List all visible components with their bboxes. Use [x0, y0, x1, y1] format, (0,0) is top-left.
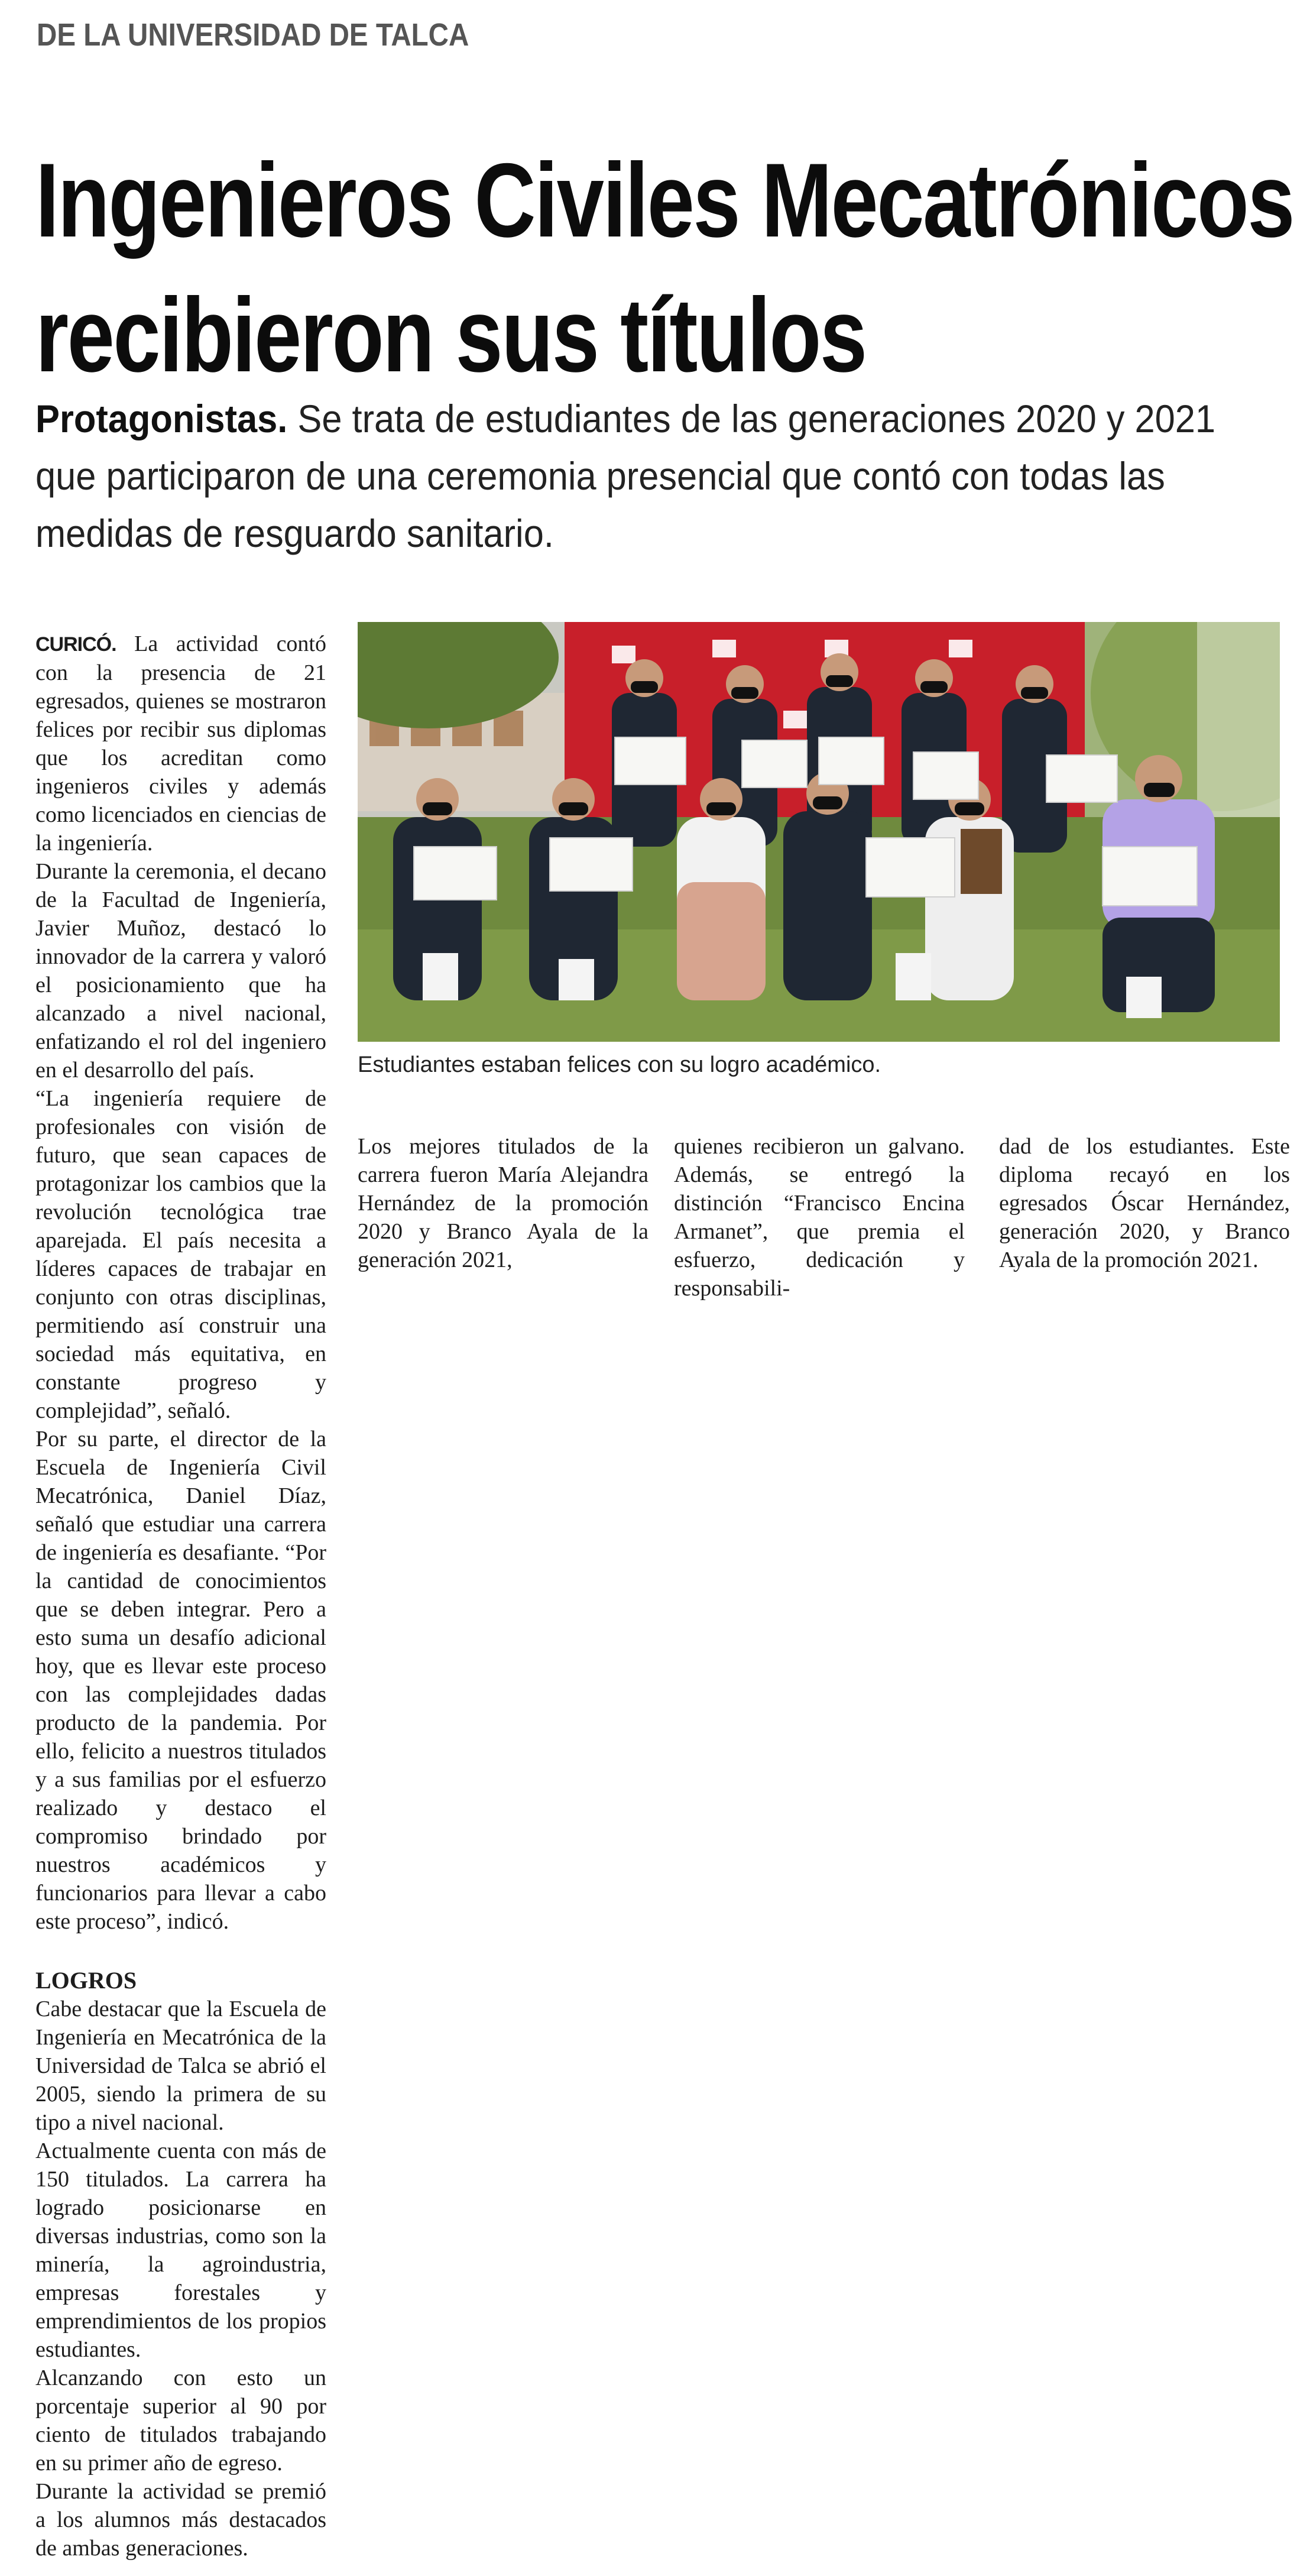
graduates-photo-illustration [358, 622, 1280, 1042]
article-column-3 [674, 1132, 965, 1302]
paragraph-7: Alcanzando con esto un porcentaje superior al 90 por ciento de titulados trabajando en su primer año de egreso. [35, 2366, 326, 2475]
column-2-text: Los mejores titulados de la carrera fueron María Alejandra Hernández de la promoción 2020 y Branco Ayala de la generación 2021, [358, 1134, 648, 1272]
paragraph-5: Cabe destacar que la Escuela de Ingeniería en Mecatrónica de la Universidad de Talca se abrió el 2005, siendo la primera de su tipo a nivel nacional. [35, 1997, 326, 2135]
lead-kicker: Protagonistas. [35, 397, 288, 440]
paragraph-2: Durante la ceremonia, el decano de la Facultad de Ingeniería, Javier Muñoz, destacó lo innovador de la carrera y valoró el posicionamiento que ha alcanzado a nivel nacional, enfatizando el rol del ingeniero en el desarrollo del país. [35, 859, 326, 1083]
article-column-1 [35, 630, 326, 2562]
headline-line-2: recibieron sus títulos [35, 276, 866, 394]
paragraph-4: Por su parte, el director de la Escuela de Ingeniería Civil Mecatrónica, Daniel Díaz, señaló que estudiar una carrera de ingeniería es desafiante. “Por la cantidad de conocimientos que se deben integrar. Pero a esto suma un desafío adicional hoy, que es llevar este proceso con las complejidades dadas producto de la pandemia. Por ello, felicito a nuestros titulados y a sus familias por el esfuerzo realizado y destaco el compromiso brindado por nuestros académicos y funcionarios para llevar a cabo este proceso”, indicó. [35, 1427, 326, 1934]
paragraph-1 [35, 630, 326, 857]
paragraph-6: Actualmente cuenta con más de 150 titulados. La carrera ha logrado posicionarse en diversas industrias, como son la minería, la agroindustria, empresas forestales y emprendimientos de los propios estudiantes. [35, 2138, 326, 2362]
paragraph-3: “La ingeniería requiere de profesionales con visión de futuro, que sean capaces de protagonizar los cambios que la revolución tecnológica trae aparejada. El país necesita a líderes capaces de trabajar en conjunto con otras disciplinas, permitiendo así construir una sociedad más equitativa, en constante progreso y complejidad”, señaló. [35, 1086, 326, 1423]
subhead-logros: LOGROS [35, 1967, 137, 1994]
section-label: DE LA UNIVERSIDAD DE TALCA [37, 17, 469, 53]
paragraph-8: Durante la actividad se premió a los alumnos más destacados de ambas generaciones. [35, 2479, 326, 2561]
photo-caption: Estudiantes estaban felices con su logro académico. [358, 1052, 881, 1077]
paragraph-1-text: La actividad contó con la presencia de 21 egresados, quienes se mostraron felices por recibir sus diplomas que los acreditan como ingenieros civiles y además como licenciados en ciencias de la ingeniería. [35, 631, 326, 856]
headline-line-1: Ingenieros Civiles Mecatrónicos [35, 141, 1294, 259]
article-column-4 [999, 1132, 1290, 1274]
graduates-photo [358, 622, 1280, 1042]
article-column-2 [358, 1132, 648, 1274]
lead-paragraph [35, 390, 1218, 562]
headline [35, 133, 1294, 403]
column-4-text: dad de los estudiantes. Este diploma recayó en los egresados Óscar Hernández, generación 2020, y Branco Ayala de la promoción 2021. [999, 1134, 1290, 1272]
lead-text: Se trata de estudiantes de las generaciones 2020 y 2021 que participaron de una ceremonia presencial que contó con todas las medidas de resguardo sanitario. [35, 397, 1216, 555]
column-3-text: quienes recibieron un galvano. Además, se entregó la distinción “Francisco Encina Armanet”, que premia el esfuerzo, dedicación y responsabili- [674, 1134, 965, 1301]
dateline: CURICÓ. [35, 633, 116, 656]
